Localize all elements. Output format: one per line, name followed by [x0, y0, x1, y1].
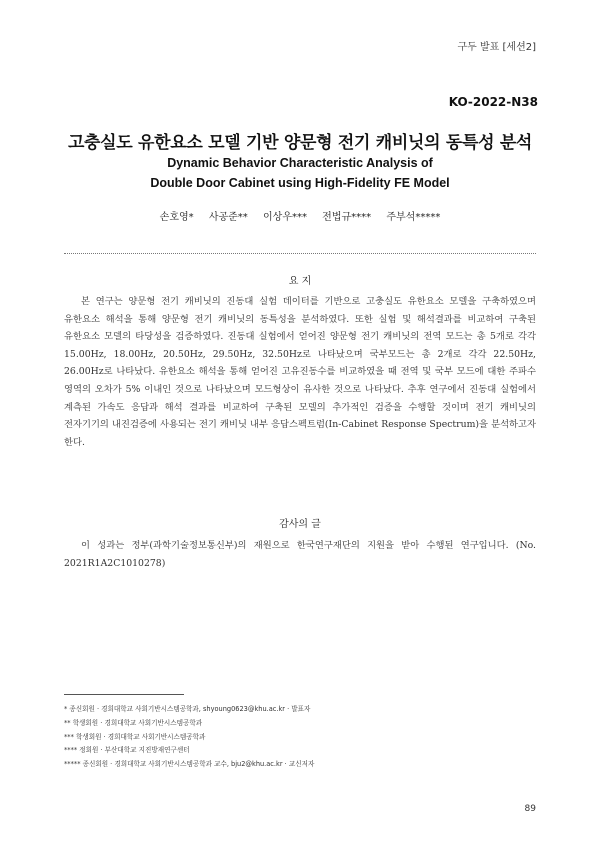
title-english — [0, 153, 600, 193]
acknowledgement-text: 이 성과는 정부(과학기술정보통신부)의 재원으로 한국연구재단의 지원을 받아 수행된 연구입니다. (No. 2021R1A2C1010278) — [64, 540, 536, 569]
author-2: 사공준** — [208, 212, 248, 223]
title-english-line2: Double Door Cabinet using High-Fidelity FE Model — [150, 176, 450, 190]
abstract-heading: 요 지 — [288, 276, 312, 287]
author-3: 이상우*** — [263, 212, 307, 223]
footnotes — [64, 703, 544, 772]
footnote-rule — [64, 694, 184, 695]
footnote-5: ***** 종신회원 · 경희대학교 사회기반시스템공학과 교수, bju2@khu.ac.kr · 교신저자 — [64, 760, 315, 769]
footnote-4: **** 정회원 · 부산대학교 지진방재연구센터 — [64, 746, 190, 755]
author-1: 손호영* — [159, 212, 194, 223]
title-english-line1: Dynamic Behavior Characteristic Analysis of — [167, 156, 433, 170]
footnote-3: *** 학생회원 · 경희대학교 사회기반시스템공학과 — [64, 732, 206, 741]
author-list — [0, 208, 600, 223]
session-label: 구두 발표 [세션2] — [457, 42, 536, 53]
acknowledgement-heading: 감사의 글 — [279, 519, 321, 530]
footnote-2: ** 학생회원 · 경희대학교 사회기반시스템공학과 — [64, 718, 203, 727]
author-4: 전법규**** — [322, 212, 372, 223]
dotted-divider — [64, 253, 536, 254]
paper-id: KO-2022-N38 — [448, 95, 538, 109]
author-5: 주부석***** — [386, 212, 441, 223]
abstract-text: 본 연구는 양문형 전기 캐비닛의 진동대 실험 데이터를 기반으로 고충실도 유한요소 모델을 구축하였으며 유한요소 해석을 통해 양문형 전기 캐비닛의 동특성을 분석하였다. 또한 실험 및 해석결과를 비교하여 구축된 유한요소 모델의 타당성을 검증하였다. 진동대 실험에서 얻어진 양문형 전기 캐비닛의 전역 모드는 총 5개로 각각 15.00Hz, 18.00Hz, 20.50Hz, 29.50Hz, 32.50Hz로 나타났으며 국부모드는 총 2개로 각각 22.50Hz, 26.00Hz로 나타났다. 유한요소 해석을 통해 얻어진 고유진동수를 비교하였을 때 전역 및 국부 모드에 대한 주파수 영역의 오차가 5% 이내인 것으로 나타났으며 모드형상이 유사한 것으로 나타났다. 추후 연구에서 진동대 실험에서 계측된 가속도 응답과 해석 결과를 비교하여 구축된 모델의 추가적인 검증을 수행할 것이며 전기 캐비닛의 전자기기의 내진검증에 사용되는 전기 캐비닛 내부 응답스펙트럼(In-Cabinet Response Spectrum)을 분석하고자 한다. — [64, 296, 536, 448]
title-korean: 고충실도 유한요소 모델 기반 양문형 전기 캐비닛의 동특성 분석 — [67, 133, 533, 153]
footnote-1: * 종신회원 · 경희대학교 사회기반시스템공학과, shyoung0623@khu.ac.kr · 발표자 — [64, 705, 311, 713]
page-number: 89 — [524, 804, 536, 814]
